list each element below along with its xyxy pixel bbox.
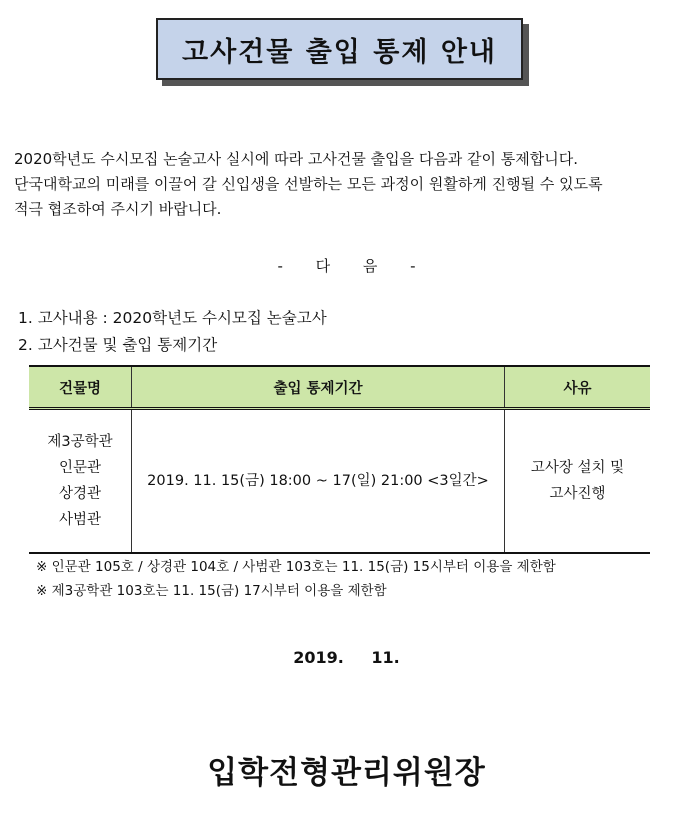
header-period: 출입 통제기간 — [132, 366, 505, 409]
title-box — [156, 18, 523, 80]
building-name: 상경관 — [58, 486, 102, 502]
notes — [36, 555, 556, 603]
intro-line: 2020학년도 수시모집 논술고사 실시에 따라 고사건물 출입을 다음과 같이 통제합니다. — [14, 150, 579, 168]
issue-date: 2019. 11. — [293, 648, 400, 667]
intro-paragraph — [14, 147, 678, 222]
header-building: 건물명 — [29, 366, 132, 409]
signature-authority: 입학전형관리위원장 — [207, 755, 486, 791]
note-item: ※ 인문관 105호 / 상경관 104호 / 사범관 103호는 11. 15(금) 15시부터 이용을 제한함 — [36, 559, 556, 575]
item-list — [18, 305, 327, 359]
building-name: 제3공학관 — [47, 434, 113, 450]
header-reason: 사유 — [505, 366, 651, 409]
note-item: ※ 제3공학관 103호는 11. 15(금) 17시부터 이용을 제한함 — [36, 583, 387, 599]
building-name: 인문관 — [58, 460, 102, 476]
intro-line: 단국대학교의 미래를 이끌어 갈 신입생을 선발하는 모든 과정이 원활하게 진행될 수 있도록 — [14, 175, 603, 193]
cell-buildings — [29, 409, 132, 554]
reason-line: 고사장 설치 및 — [530, 460, 625, 476]
control-table — [29, 365, 650, 554]
table-row — [29, 409, 650, 554]
cell-period: 2019. 11. 15(금) 18:00 ~ 17(일) 21:00 <3일간> — [132, 409, 505, 554]
building-name: 사범관 — [58, 512, 102, 528]
center-mark: - 다 음 - — [277, 257, 416, 275]
list-item: 1. 고사내용 : 2020학년도 수시모집 논술고사 — [18, 309, 327, 327]
intro-line: 적극 협조하여 주시기 바랍니다. — [14, 200, 222, 218]
page-title: 고사건물 출입 통제 안내 — [156, 18, 523, 80]
reason-line: 고사진행 — [549, 486, 606, 502]
cell-reason — [505, 409, 651, 554]
list-item: 2. 고사건물 및 출입 통제기간 — [18, 336, 218, 354]
table-header-row — [29, 366, 650, 409]
